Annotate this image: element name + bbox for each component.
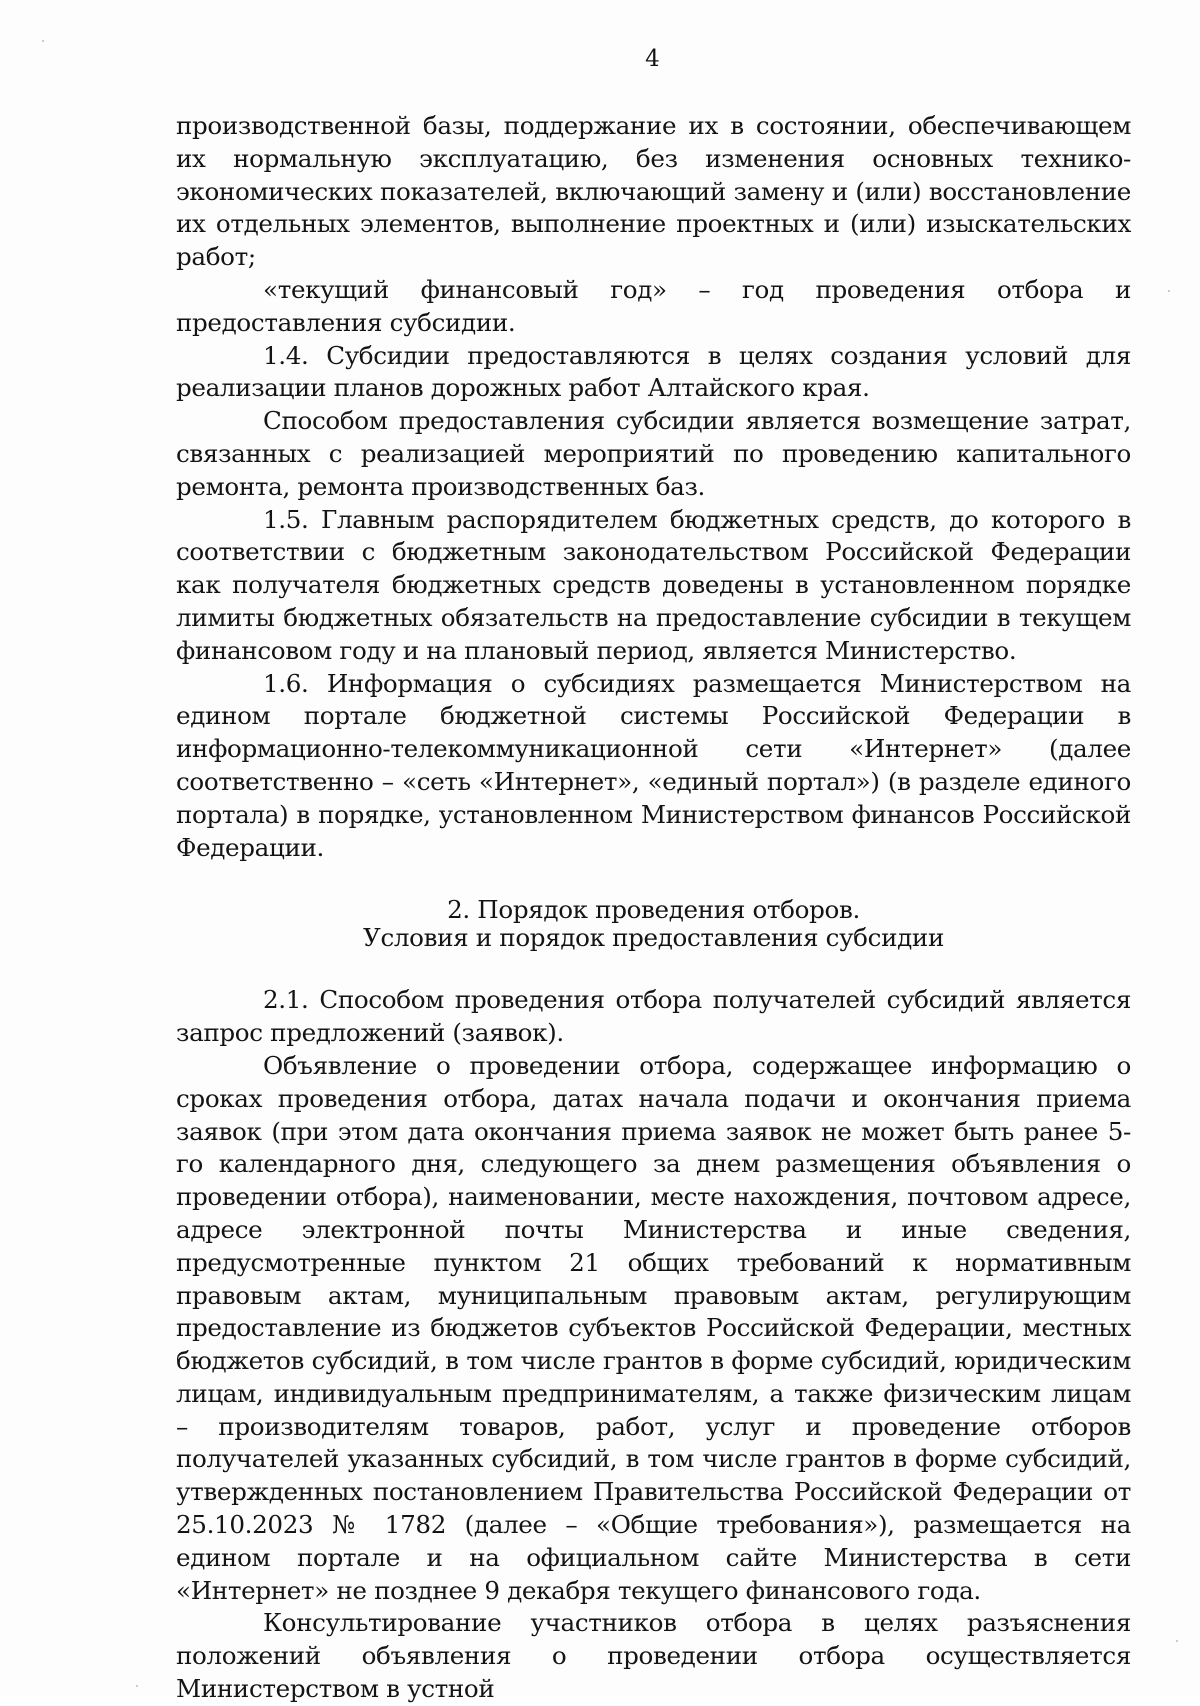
- paragraph: 1.6. Информация о субсидиях размещается Министерством на едином портале бюджетной системы Российской Федерации в информационно-телекоммуникационной сети «Интернет» (далее соответственно – «сеть «Интернет», «единый портал») (в разделе единого портала) в порядке, установленном Министерством финансов Российской Федерации.: [176, 668, 1131, 862]
- paragraph: 2.1. Способом проведения отбора получателей субсидий является запрос предложений (заявок).: [176, 985, 1131, 1048]
- paragraph: Консультирование участников отбора в целях разъяснения положений объявления о проведении отбора осуществляется Министерством в устной: [176, 1608, 1131, 1704]
- paragraph: Способом предоставления субсидии является возмещение затрат, связанных с реализацией мероприятий по проведению капитального ремонта, ремонта производственных баз.: [176, 406, 1131, 501]
- scan-speck: [1168, 290, 1170, 292]
- section-heading-line-1: 2. Порядок проведения отборов.: [447, 895, 860, 925]
- paragraph: 1.4. Субсидии предоставляются в целях создания условий для реализации планов дорожных работ Алтайского края.: [176, 340, 1131, 403]
- scan-speck: [136, 1685, 138, 1687]
- document-body: [176, 110, 1131, 1706]
- section-heading: [176, 896, 1131, 952]
- scan-speck: [42, 40, 44, 42]
- paragraph: производственной базы, поддержание их в состоянии, обеспечивающем их нормальную эксплуатацию, без изменения основных технико-экономических показателей, включающий замену и (или) восстановление их отдельных элементов, выполнение проектных и (или) изыскательских работ;: [176, 111, 1131, 272]
- section-heading-line-2: Условия и порядок предоставления субсидии: [363, 923, 944, 953]
- paragraph: «текущий финансовый год» – год проведения отбора и предоставления субсидии.: [176, 274, 1131, 337]
- paragraph: Объявление о проведении отбора, содержащее информацию о сроках проведения отбора, датах начала подачи и окончания приема заявок (при этом дата окончания приема заявок не может быть ранее 5-го календарного дня, следующего за днем размещения объявления о проведении отбора), наименовании, месте нахождения, почтовом адресе, адресе электронной почты Министерства и иные сведения, предусмотренные пунктом 21 общих требований к нормативным правовым актам, муниципальным правовым актам, регулирующим предоставление из бюджетов субъектов Российской Федерации, местных бюджетов субсидий, в том числе грантов в форме субсидий, юридическим лицам, индивидуальным предпринимателям, а также физическим лицам – производителям товаров, работ, услуг и проведение отборов получателей указанных субсидий, в том числе грантов в форме субсидий, утвержденных постановлением Правительства Российской Федерации от 25.10.2023 № 1782 (далее – «Общие требования»), размещается на едином портале и на официальном сайте Министерства в сети «Интернет» не позднее 9 декабря текущего финансового года.: [176, 1050, 1131, 1605]
- paragraph: 1.5. Главным распорядителем бюджетных средств, до которого в соответствии с бюджетным законодательством Российской Федерации как получателя бюджетных средств доведены в установленном порядке лимиты бюджетных обязательств на предоставление субсидии в текущем финансовом году и на плановый период, является Министерство.: [176, 504, 1131, 665]
- page-number: 4: [645, 46, 660, 72]
- scan-speck: [1176, 1640, 1178, 1642]
